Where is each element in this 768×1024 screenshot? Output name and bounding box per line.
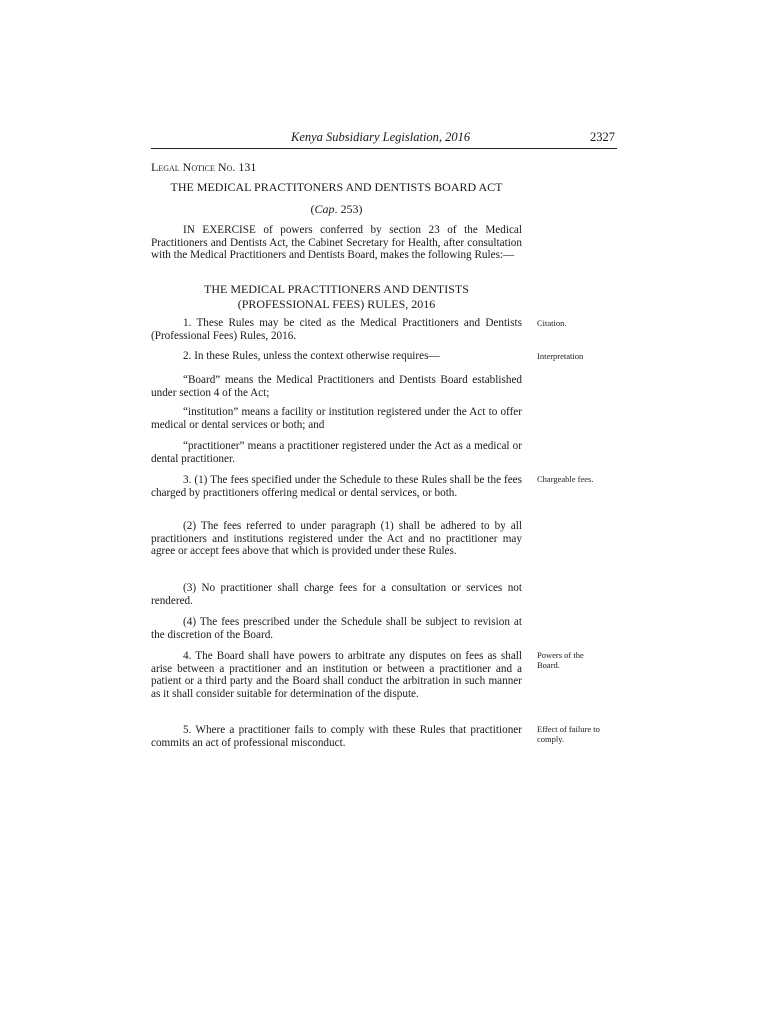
rule-1: 1. These Rules may be cited as the Medical Practitioners and Dentists (Professional Fees) Rules, 2016.	[151, 317, 522, 342]
rule-4: 4. The Board shall have powers to arbitrate any disputes on fees as shall arise between a practitioner and an institution or between a practitioner and a patient or a third party and the Board shall conduct the arbitration in such manner as it shall consider suitable for determination of the dispute.	[151, 650, 522, 700]
cap-reference	[151, 202, 522, 217]
side-note-citation: Citation.	[537, 318, 567, 328]
preamble: IN EXERCISE of powers conferred by section 23 of the Medical Practitioners and Dentists Act, the Cabinet Secretary for Health, after consultation with the Medical Practitioners and Dentists Board, makes the following Rules:—	[151, 224, 522, 262]
definition-institution: “institution” means a facility or institution registered under the Act to offer medical or dental services or both; and	[151, 406, 522, 431]
cap-label: Cap	[314, 202, 335, 216]
publication-title: Kenya Subsidiary Legislation, 2016	[291, 130, 471, 144]
rules-title-line1: THE MEDICAL PRACTITIONERS AND DENTISTS	[204, 282, 469, 296]
rule-3-1: 3. (1) The fees specified under the Schedule to these Rules shall be the fees charged by practitioners offering medical or dental services, or both.	[151, 474, 522, 499]
rule-3-3: (3) No practitioner shall charge fees for a consultation or services not rendered.	[151, 582, 522, 607]
rule-2: 2. In these Rules, unless the context otherwise requires—	[183, 350, 440, 362]
cap-prefix: (	[310, 202, 315, 216]
rule-3-4: (4) The fees prescribed under the Schedule shall be subject to revision at the discretion of the Board.	[151, 616, 522, 641]
definition-board: “Board” means the Medical Practitioners and Dentists Board established under section 4 of the Act;	[151, 374, 522, 399]
side-note-powers: Powers of the Board.	[537, 650, 584, 670]
rules-title-line2: (PROFESSIONAL FEES) RULES, 2016	[237, 297, 436, 311]
side-note-interpretation: Interpretation	[537, 351, 584, 361]
legal-notice-text: Legal Notice No.	[151, 160, 236, 174]
side-note-effect: Effect of failure to comply.	[537, 724, 600, 744]
page-number: 2327	[590, 130, 615, 144]
rule-5: 5. Where a practitioner fails to comply with these Rules that practitioner commits an act of professional misconduct.	[151, 724, 522, 749]
act-title: THE MEDICAL PRACTITONERS AND DENTISTS BOARD ACT	[170, 180, 503, 194]
cap-rest: . 253)	[334, 202, 363, 216]
legal-notice-number: 131	[238, 160, 257, 174]
rule-3-2: (2) The fees referred to under paragraph (1) shall be adhered to by all practitioners and institutions registered under the Act and no practitioner may agree or accept fees above that which is provided under these Rules.	[151, 520, 522, 558]
page-header	[151, 130, 617, 149]
legal-notice-label	[151, 160, 256, 175]
side-note-chargeable-fees: Chargeable fees.	[537, 474, 594, 484]
definition-practitioner: “practitioner” means a practitioner registered under the Act as a medical or dental practitioner.	[151, 440, 522, 465]
